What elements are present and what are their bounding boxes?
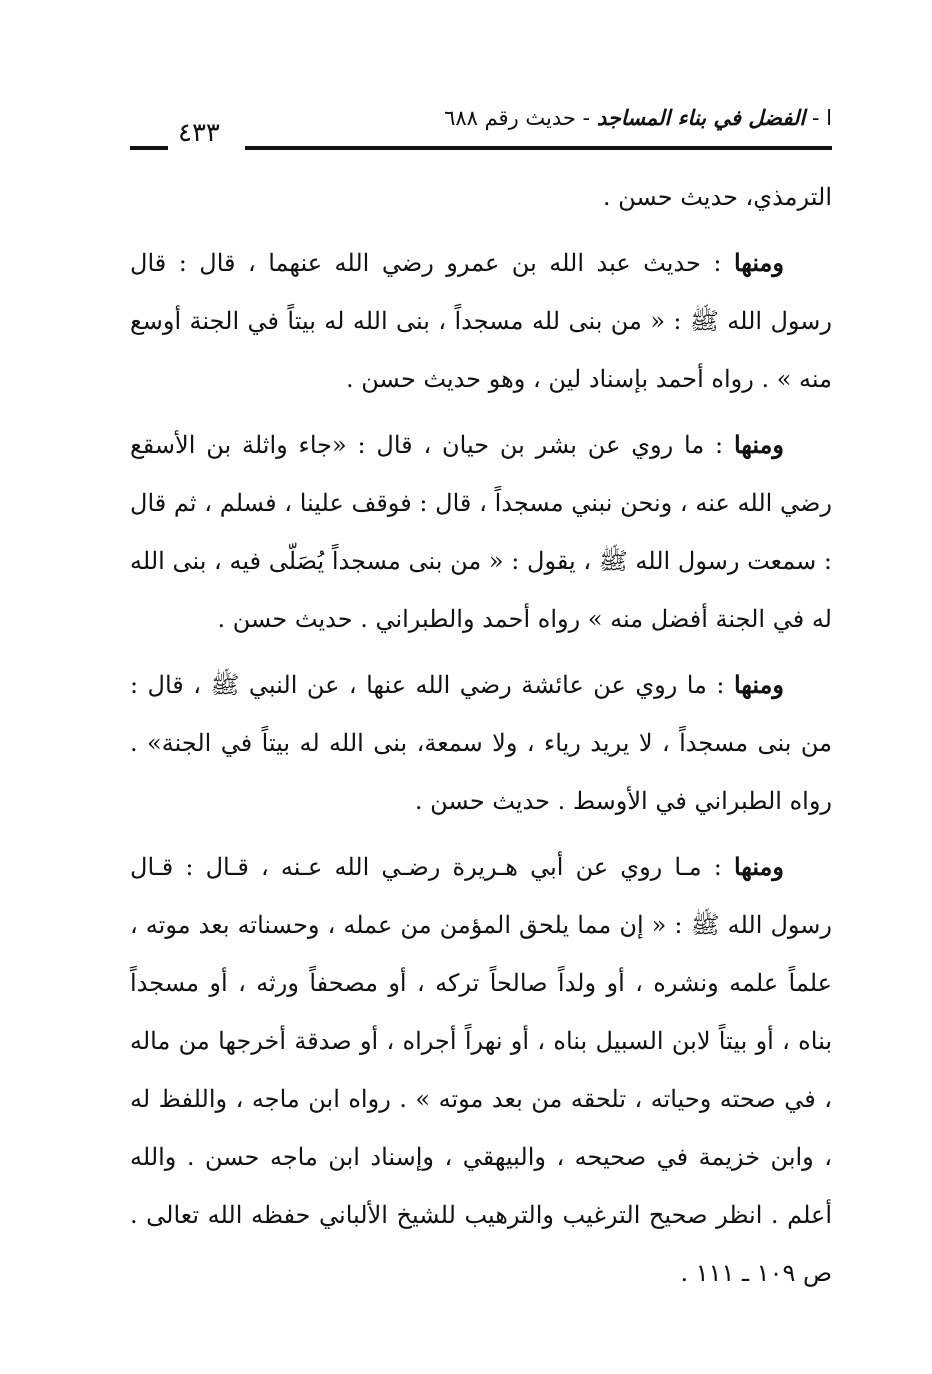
running-title [444,106,832,130]
paragraph-text: : مـا روي عن أبي هـريرة رضـي الله عـنه ، قـال : قـال رسول الله ﷺ : « إن مما يلحق المؤمن من عمله ، وحسناته بعد موته ، علماً علمه ونشره ، أو ولداً صالحاً تركه ، أو مصحفاً ورثه ، أو مسجداً بناه ، أو بيتاً لابن السبيل بناه ، أو نهراً أجراه ، أو صدقة أخرجها من ماله ، في صحته وحياته ، تلحقه من بعد موته » . رواه ابن ماجه ، واللفظ له ، وابن خزيمة في صحيحه ، والبيهقي ، وإسناد ابن ماجه حسن . والله أعلم . انظر صحيح الترغيب والترهيب للشيخ الألباني حفظه الله تعالى . ص ١٠٩ ـ ١١١ . [130,853,832,1287]
paragraph-1 [130,168,832,226]
paragraph-text: : ما روي عن بشر بن حيان ، قال : «جاء واثلة بن الأسقع رضي الله عنه ، ونحن نبني مسجداً ، قال : فوقف علينا ، فسلم ، ثم قال : سمعت رسول الله ﷺ ، يقول : « من بنى مسجداً يُصَلّى فيه ، بنى الله له في الجنة أفضل منه » رواه أحمد والطبراني . حديث حسن . [130,431,832,633]
title-prefix: ا - [805,106,832,130]
paragraph-text: : ما روي عن عائشة رضي الله عنها ، عن النبي ﷺ ، قال : من بنى مسجداً ، لا يريد رياء ، ولا سمعة، بنى الله له بيتاً في الجنة» . رواه الطبراني في الأوسط . حديث حسن . [130,671,832,815]
page-header [130,102,832,152]
paragraph-lead: ومنها [733,670,784,699]
title-bold: الفضل في بناء المساجد [596,106,806,130]
body-text [130,168,832,1310]
paragraph-2 [130,234,832,408]
paragraph-5 [130,838,832,1302]
paragraph-lead: ومنها [733,430,784,459]
paragraph-lead: ومنها [733,248,784,277]
header-rule [245,146,832,150]
paragraph-lead: ومنها [733,852,784,881]
paragraph-4 [130,656,832,830]
page-number: ٤٣٣ [178,118,220,148]
paragraph-text: الترمذي، حديث حسن . [602,183,832,211]
paragraph-3 [130,416,832,648]
header-dash [130,146,168,150]
paragraph-text: : حديث عبد الله بن عمرو رضي الله عنهما ، قال : قال رسول الله ﷺ : « من بنى لله مسجداً ، بنى الله له بيتاً في الجنة أوسع منه » . رواه أحمد بإسناد لين ، وهو حديث حسن . [130,249,832,393]
title-suffix: - حديث رقم ٦٨٨ [444,106,597,130]
